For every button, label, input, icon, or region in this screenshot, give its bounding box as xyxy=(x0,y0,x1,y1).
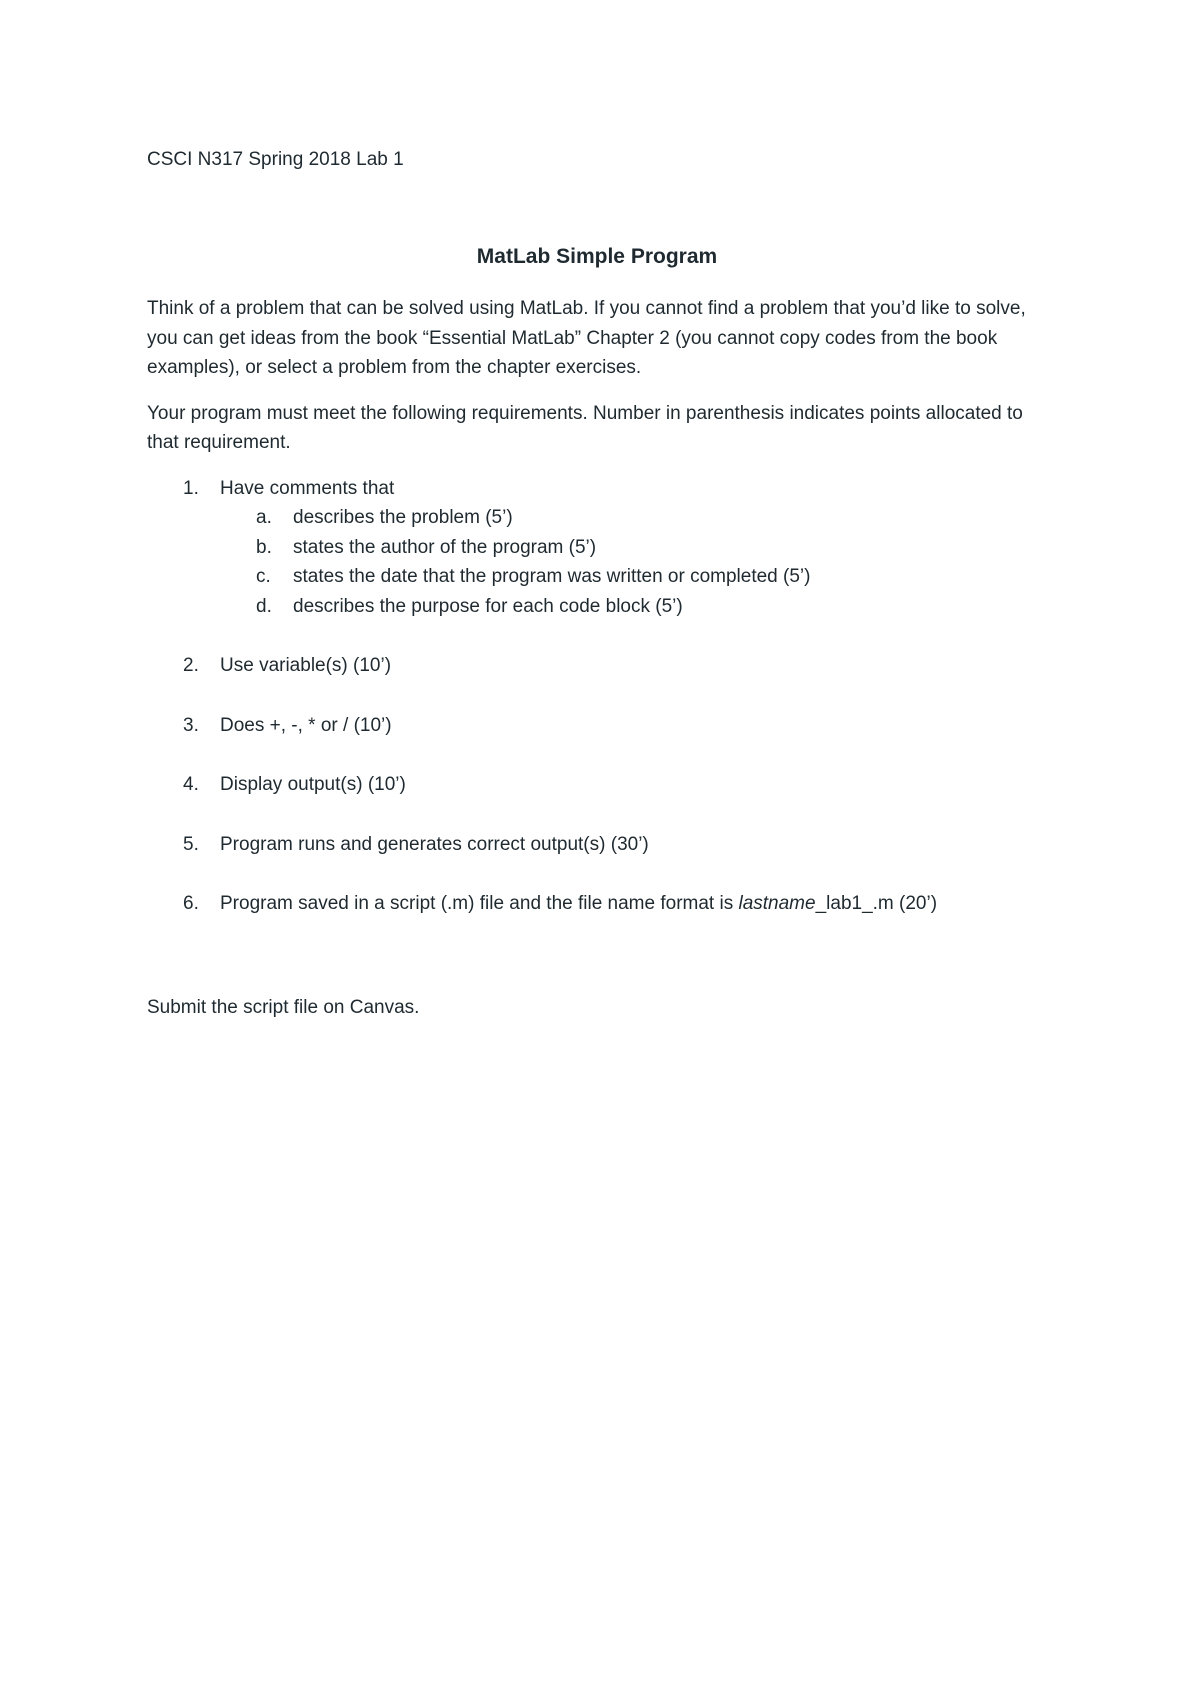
requirement-item-6 xyxy=(147,889,1047,919)
requirement-number: 6. xyxy=(183,893,199,914)
requirement-text-before: Program saved in a script (.m) file and the file name format is xyxy=(220,893,739,914)
requirement-text: Does +, -, * or / (10’) xyxy=(220,714,392,736)
comment-sublist xyxy=(220,503,1047,621)
document-title: MatLab Simple Program xyxy=(476,245,718,268)
sub-item-c xyxy=(220,562,1047,592)
sub-item-letter: b. xyxy=(256,536,272,558)
requirements-list xyxy=(147,474,1047,919)
sub-item-letter: a. xyxy=(256,507,272,528)
requirement-number: 3. xyxy=(183,714,199,736)
requirement-number: 2. xyxy=(183,655,199,676)
intro-paragraph: Think of a problem that can be solved using MatLab. If you cannot find a problem that you’d like to solve, you can get ideas from the book “Essential MatLab” Chapter 2 (you cannot copy codes from the book examples), or select a problem from the chapter exercises. xyxy=(147,298,1026,378)
sub-item-text: states the author of the program (5’) xyxy=(293,536,597,558)
sub-item-a xyxy=(220,503,1047,533)
submit-instruction: Submit the script file on Canvas. xyxy=(147,996,420,1018)
document-body xyxy=(147,147,1047,1022)
requirement-text-after: _lab1_.m (20’) xyxy=(815,893,938,914)
sub-item-b xyxy=(220,533,1047,563)
requirement-text: Display output(s) (10’) xyxy=(220,774,406,795)
requirement-number: 5. xyxy=(183,833,199,855)
requirement-number: 1. xyxy=(183,477,199,499)
requirement-text: Program runs and generates correct output(s) (30’) xyxy=(220,833,649,855)
requirement-item-5 xyxy=(147,830,1047,860)
sub-item-d xyxy=(220,592,1047,622)
requirement-text: Use variable(s) (10’) xyxy=(220,655,392,676)
sub-item-letter: d. xyxy=(256,595,272,617)
requirement-item-1 xyxy=(147,474,1047,622)
sub-item-text: states the date that the program was written or completed (5’) xyxy=(293,566,811,587)
course-header: CSCI N317 Spring 2018 Lab 1 xyxy=(147,149,404,170)
sub-item-letter: c. xyxy=(256,566,271,587)
sub-item-text: describes the purpose for each code block (5’) xyxy=(293,595,683,617)
requirement-number: 4. xyxy=(183,774,199,795)
requirement-text: Have comments that xyxy=(220,477,395,499)
requirement-item-2 xyxy=(147,651,1047,681)
requirements-paragraph: Your program must meet the following requirements. Number in parenthesis indicates points allocated to that requirement. xyxy=(147,402,1023,453)
requirement-item-4 xyxy=(147,770,1047,800)
sub-item-text: describes the problem (5’) xyxy=(293,507,513,528)
requirement-item-3 xyxy=(147,711,1047,741)
requirement-text-italic: lastname xyxy=(738,893,816,914)
